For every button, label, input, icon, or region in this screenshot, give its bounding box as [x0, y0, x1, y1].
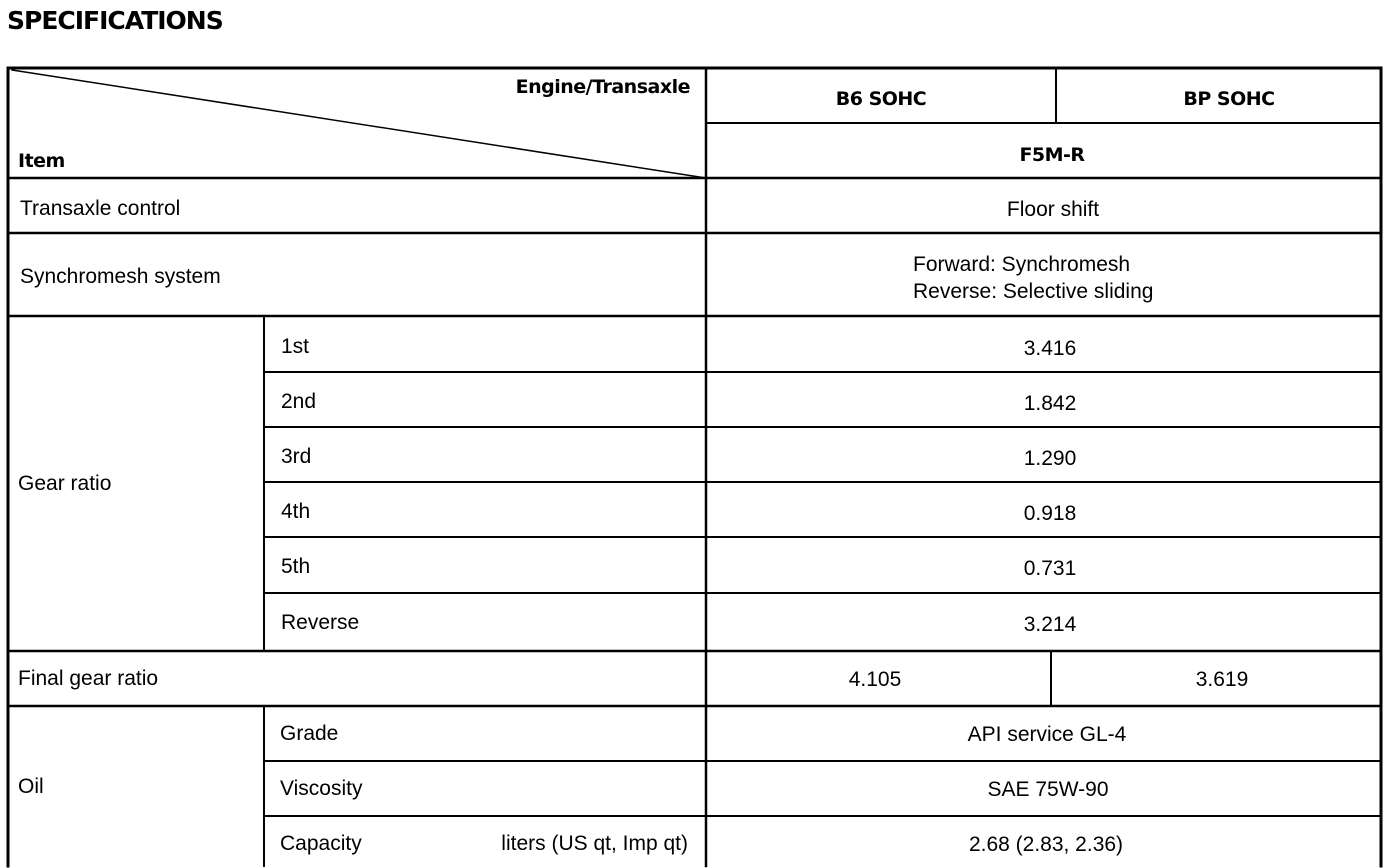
item-header: Item [18, 150, 65, 172]
oil-grade-value: API service GL-4 [967, 723, 1127, 746]
gear-1st-value: 3.416 [1023, 337, 1077, 360]
transaxle-control-value: Floor shift [1006, 198, 1100, 221]
engine-b6-header: B6 SOHC [835, 88, 927, 110]
gear-4th-label: 4th [281, 500, 311, 523]
transaxle-control-label: Transaxle control [20, 197, 181, 220]
oil-capacity-unit: liters (US qt, Imp qt) [501, 832, 688, 855]
gear-reverse-label: Reverse [281, 611, 360, 634]
gear-2nd-label: 2nd [281, 390, 317, 413]
gear-4th-value: 0.918 [1023, 502, 1077, 525]
gear-5th-value: 0.731 [1023, 557, 1077, 580]
oil-capacity-value: 2.68 (2.83, 2.36) [968, 833, 1124, 856]
synchromesh-forward-value: Forward: Synchromesh [913, 253, 1131, 276]
engine-transaxle-header: Engine/Transaxle [515, 76, 690, 98]
final-gear-ratio-b6-value: 4.105 [848, 668, 902, 691]
oil-label: Oil [18, 775, 44, 798]
gear-1st-label: 1st [281, 335, 310, 358]
gear-3rd-value: 1.290 [1023, 447, 1077, 470]
gear-2nd-value: 1.842 [1023, 392, 1077, 415]
final-gear-ratio-bp-value: 3.619 [1195, 668, 1249, 691]
oil-viscosity-label: Viscosity [280, 777, 363, 800]
synchromesh-reverse-value: Reverse: Selective sliding [913, 280, 1154, 303]
synchromesh-system-label: Synchromesh system [20, 265, 221, 288]
gear-reverse-value: 3.214 [1023, 613, 1077, 636]
gear-3rd-label: 3rd [281, 445, 312, 468]
page-title: SPECIFICATIONS [7, 6, 223, 35]
gear-5th-label: 5th [281, 555, 311, 578]
gear-ratio-label: Gear ratio [18, 472, 112, 495]
final-gear-ratio-label: Final gear ratio [18, 667, 159, 690]
oil-viscosity-value: SAE 75W-90 [987, 778, 1109, 801]
engine-bp-header: BP SOHC [1183, 88, 1275, 110]
transaxle-model-header: F5M-R [1019, 144, 1085, 166]
oil-capacity-label: Capacity [280, 832, 362, 855]
oil-grade-label: Grade [280, 722, 339, 745]
